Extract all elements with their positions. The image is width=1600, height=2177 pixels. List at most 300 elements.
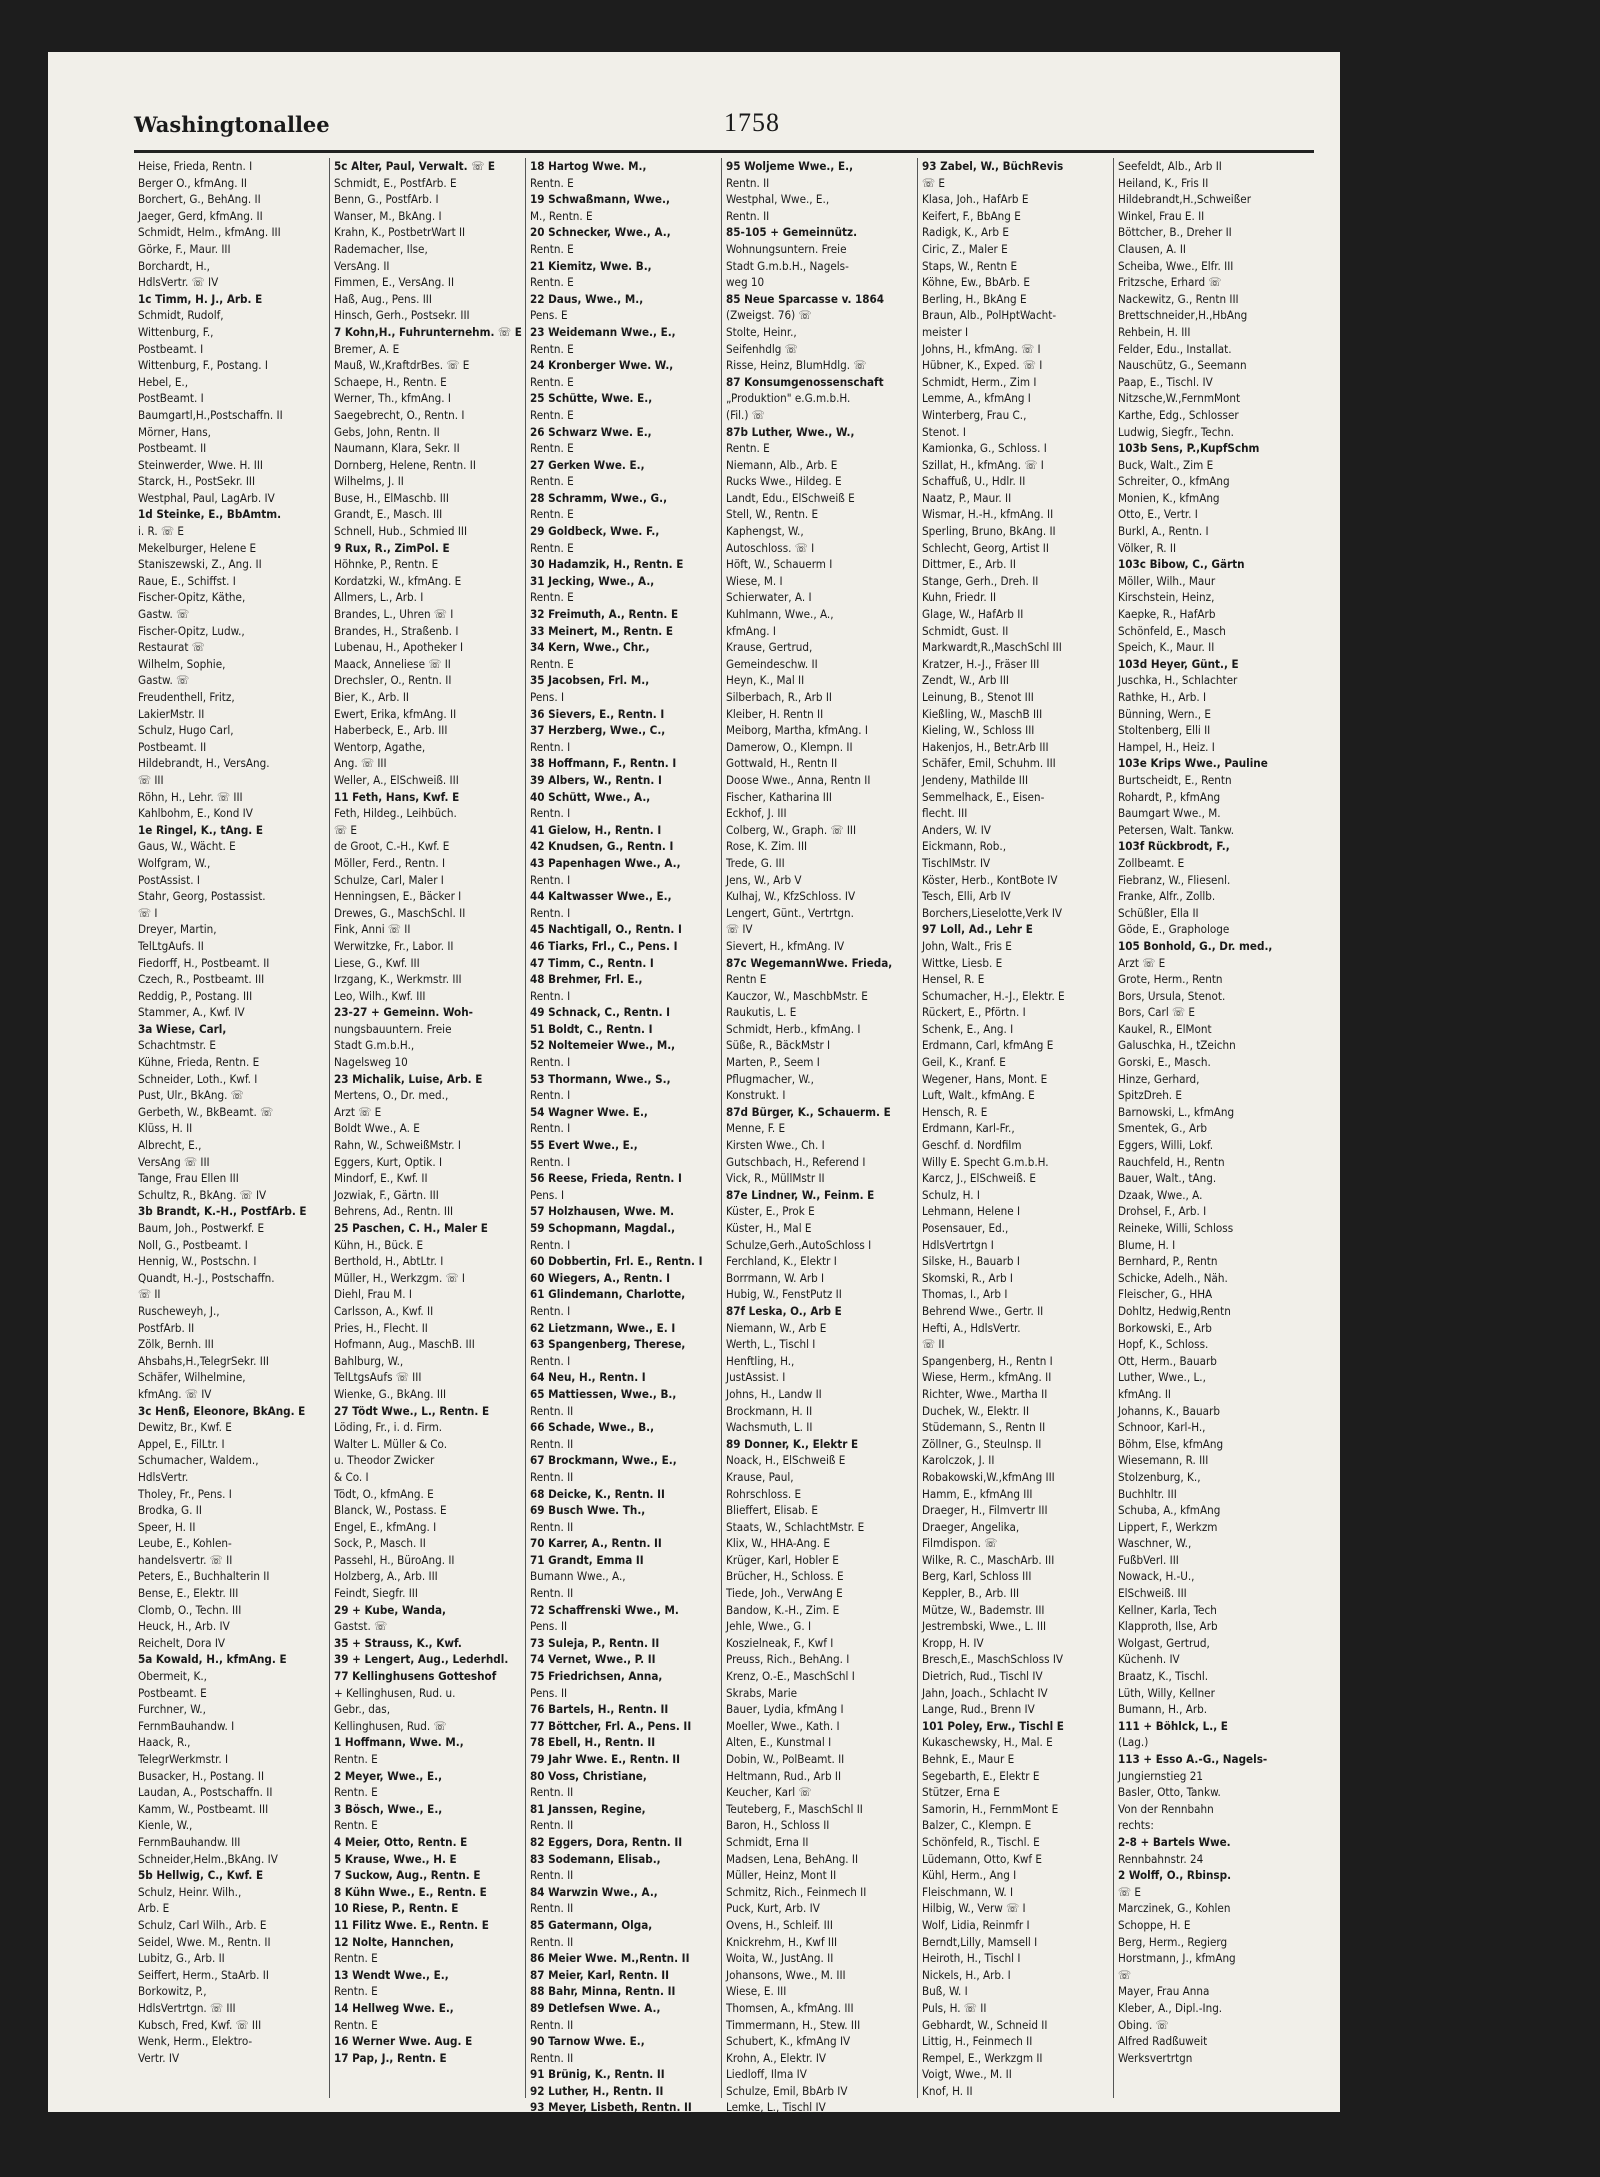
directory-entry: Stolzenburg, K.,	[1118, 1469, 1201, 1484]
directory-entry: 57 Holzhausen, Wwe. M.	[530, 1204, 675, 1219]
directory-entry: Klix, W., HHA-Ang. E	[726, 1536, 831, 1551]
directory-entry: 33 Meinert, M., Rentn. E	[530, 623, 674, 638]
directory-entry: Dohltz, Hedwig,Rentn	[1118, 1303, 1231, 1318]
directory-entry: Walter L. Müller & Co.	[334, 1436, 448, 1451]
directory-entry: ☏ IV	[726, 922, 753, 937]
directory-entry: 89 Detlefsen Wwe. A.,	[530, 2000, 661, 2015]
directory-entry: TelegrWerkmstr. I	[138, 1752, 229, 1766]
directory-entry: Schoppe, H. E	[1118, 1917, 1191, 1932]
directory-entry: Knickrehm, H., Kwf III	[726, 1934, 838, 1949]
directory-entry: 48 Brehmer, Frl. E.,	[530, 972, 643, 987]
directory-entry: Autoschloss. ☏ I	[726, 540, 815, 555]
directory-entry: Knof, H. II	[922, 2083, 973, 2098]
directory-entry: Irzgang, K., Werkmstr. III	[334, 972, 462, 987]
directory-entry: Ovens, H., Schleif. III	[726, 1917, 833, 1932]
directory-entry: 25 Schütte, Wwe. E.,	[530, 391, 653, 406]
directory-entry: u. Theodor Zwicker	[334, 1453, 435, 1468]
directory-entry: Rahn, W., SchweißMstr. I	[334, 1138, 461, 1153]
directory-entry: Burtscheidt, E., Rentn	[1118, 772, 1232, 787]
directory-entry: Luther, Wwe., L.,	[1118, 1370, 1206, 1385]
directory-entry: Tholey, Fr., Pens. I	[138, 1486, 232, 1501]
directory-entry: Wiesemann, R. III	[1118, 1453, 1209, 1468]
directory-entry: Rentn. II	[726, 175, 770, 190]
directory-entry: Hefti, A., HdlsVertr.	[922, 1320, 1021, 1335]
directory-entry: Rauchfeld, H., Rentn	[1118, 1154, 1225, 1169]
directory-entry: 77 Kellinghusens Gotteshof	[334, 1669, 497, 1684]
directory-entry: Rentn. E	[530, 474, 574, 489]
directory-entry: Postbeamt. II	[138, 441, 207, 456]
directory-entry: 52 Noltemeier Wwe., M.,	[530, 1038, 676, 1053]
directory-entry: Schachtmstr. E	[138, 1038, 216, 1053]
directory-entry: 86 Meier Wwe. M.,Rentn. II	[530, 1951, 690, 1966]
directory-entry: Küchenh. IV	[1118, 1652, 1180, 1667]
directory-entry: 87f Leska, O., Arb E	[726, 1303, 842, 1318]
directory-entry: Nackewitz, G., Rentn III	[1118, 291, 1239, 306]
directory-entry: Johanns, K., Bauarb	[1118, 1403, 1220, 1418]
directory-entry: Rentn. II	[530, 1934, 574, 1949]
directory-page	[48, 52, 1340, 2115]
directory-entry: Burkl, A., Rentn. I	[1118, 524, 1209, 539]
directory-entry: Berling, H., BkAng E	[922, 291, 1027, 306]
directory-entry: Rentn. I	[530, 1154, 571, 1169]
directory-entry: Drohsel, F., Arb. I	[1118, 1204, 1207, 1219]
directory-entry: Pens. II	[530, 1685, 568, 1700]
directory-entry: Bremer, A. E	[334, 341, 400, 356]
directory-entry: Heuck, H., Arb. IV	[138, 1619, 230, 1634]
directory-entry: Behrend Wwe., Gertr. II	[922, 1303, 1044, 1318]
directory-entry: Buse, H., ElMaschb. III	[334, 490, 449, 505]
directory-entry: Köhne, Ew., BbArb. E	[922, 275, 1030, 290]
directory-entry: Heiland, K., Fris II	[1118, 175, 1209, 190]
directory-entry: kfmAng. II	[1118, 1386, 1172, 1401]
directory-entry: Konstrukt. I	[726, 1088, 786, 1103]
directory-entry: Bahlburg, W.,	[334, 1353, 404, 1368]
directory-entry: Jahn, Joach., Schlacht IV	[922, 1685, 1048, 1700]
directory-entry: Czech, R., Postbeamt. III	[138, 972, 265, 987]
directory-entry: Schnoor, Karl-H.,	[1118, 1420, 1206, 1435]
directory-entry: Rentn. I	[530, 739, 571, 754]
directory-entry: Jestrembski, Wwe., L. III	[922, 1619, 1047, 1634]
directory-entry: Ciric, Z., Maler E	[922, 241, 1008, 256]
directory-entry: Rentn. II	[530, 1469, 574, 1484]
directory-entry: Ludwig, Siegfr., Techn.	[1118, 424, 1234, 439]
directory-entry: Leinung, B., Stenot III	[922, 690, 1034, 704]
directory-entry: Borkowski, E., Arb	[1118, 1320, 1212, 1335]
directory-entry: Gaus, W., Wächt. E	[138, 839, 236, 854]
directory-entry: Samorin, H., FernmMont E	[922, 1801, 1059, 1816]
directory-entry: Schnell, Hub., Schmied III	[334, 524, 468, 539]
directory-entry: Lubitz, G., Arb. II	[138, 1951, 225, 1966]
directory-entry: Wenk, Herm., Elektro-	[138, 2034, 253, 2049]
directory-entry: Bauer, Lydia, kfmAng I	[726, 1702, 844, 1717]
directory-entry: Lüdemann, Otto, Kwf E	[922, 1851, 1042, 1866]
directory-entry: Rentn. I	[530, 1303, 571, 1318]
directory-entry: 11 Filitz Wwe. E., Rentn. E	[334, 1917, 489, 1932]
directory-entry: Rentn E	[726, 972, 767, 987]
column-5	[918, 158, 1114, 2098]
directory-entry: Schäfer, Wilhelmine,	[138, 1370, 246, 1385]
directory-entry: Pflugmacher, W.,	[726, 1071, 814, 1086]
directory-entry: Kropp, H. IV	[922, 1635, 984, 1650]
directory-entry: Rentn. I	[530, 1055, 571, 1070]
directory-entry: Sperling, Bruno, BkAng. II	[922, 524, 1056, 539]
directory-entry: Heltmann, Rud., Arb II	[726, 1768, 842, 1783]
directory-entry: Seefeldt, Alb., Arb II	[1118, 159, 1222, 173]
directory-entry: 11 Feth, Hans, Kwf. E	[334, 789, 460, 804]
directory-entry: Bier, K., Arb. II	[334, 690, 409, 704]
directory-entry: Gastw. ☏	[138, 607, 190, 622]
directory-entry: 35 Jacobsen, Frl. M.,	[530, 673, 650, 688]
directory-entry: Bernhard, P., Rentn	[1118, 1254, 1218, 1269]
directory-entry: Ferchland, K., Elektr I	[726, 1254, 837, 1269]
directory-entry: 105 Bonhold, G., Dr. med.,	[1118, 938, 1273, 953]
directory-entry: Leo, Wilh., Kwf. III	[334, 988, 426, 1003]
directory-entry: Lange, Rud., Brenn IV	[922, 1702, 1035, 1717]
directory-entry: 89 Donner, K., Elektr E	[726, 1436, 859, 1451]
column-3	[526, 158, 722, 2115]
directory-entry: 84 Warwzin Wwe., A.,	[530, 1884, 658, 1899]
directory-entry: 64 Neu, H., Rentn. I	[530, 1370, 646, 1385]
directory-entry: Buck, Walt., Zim E	[1118, 457, 1214, 472]
directory-entry: Rentn. II	[530, 1901, 574, 1916]
directory-entry: 87b Luther, Wwe., W.,	[726, 424, 855, 439]
directory-entry: 103f Rückbrodt, F.,	[1118, 839, 1230, 854]
directory-entry: Göde, E., Graphologe	[1118, 922, 1230, 937]
directory-entry: ☏ I	[138, 905, 158, 920]
directory-entry: Jaeger, Gerd, kfmAng. II	[138, 208, 263, 223]
directory-entry: Appel, E., FilLtr. I	[138, 1436, 225, 1451]
directory-entry: Wittenburg, F., Postang. I	[138, 358, 268, 373]
directory-entry: M., Rentn. E	[530, 208, 593, 223]
directory-entry: 12 Nolte, Hannchen,	[334, 1934, 454, 1949]
directory-entry: Spangenberg, H., Rentn I	[922, 1353, 1053, 1368]
directory-entry: Mauß, W.,KraftdrBes. ☏ E	[334, 358, 470, 373]
directory-entry: Balzer, C., Klempn. E	[922, 1818, 1032, 1833]
directory-entry: Hildebrandt, H., VersAng.	[138, 756, 270, 771]
directory-entry: Schreiter, O., kfmAng	[1118, 474, 1230, 489]
directory-entry: flecht. III	[922, 806, 968, 821]
directory-entry: Gutschbach, H., Referend I	[726, 1154, 866, 1169]
directory-entry: 72 Schaffrenski Wwe., M.	[530, 1602, 679, 1617]
directory-entry: Wilhelms, J. II	[334, 474, 404, 489]
directory-entry: Rentn. II	[530, 1436, 574, 1451]
column-1	[134, 158, 330, 2098]
directory-entry: Schulz, Heinr. Wilh.,	[138, 1884, 242, 1899]
directory-entry: Preuss, Rich., BehAng. I	[726, 1652, 850, 1667]
directory-entry: 1e Ringel, K., tAng. E	[138, 822, 264, 837]
directory-entry: Wohnungsuntern. Freie	[726, 241, 847, 256]
directory-entry: Hampel, H., Heiz. I	[1118, 739, 1215, 754]
directory-entry: Klapproth, Ilse, Arb	[1118, 1619, 1218, 1634]
directory-entry: 1c Timm, H. J., Arb. E	[138, 291, 263, 306]
directory-entry: Schierwater, A. I	[726, 590, 812, 605]
directory-entry: Berger O., kfmAng. II	[138, 175, 247, 190]
directory-entry: Pens. II	[530, 1619, 568, 1634]
directory-entry: Weller, A., ElSchweiß. III	[334, 772, 459, 787]
directory-entry: Baumgart Wwe., M.	[1118, 806, 1221, 821]
directory-entry: Vertr. IV	[138, 2050, 180, 2065]
directory-entry: Semmelhack, E., Eisen-	[922, 789, 1045, 804]
directory-entry: Scheiba, Wwe., Elfr. III	[1118, 258, 1234, 273]
directory-entry: Wegener, Hans, Mont. E	[922, 1071, 1048, 1086]
directory-entry: Möller, Ferd., Rentn. I	[334, 855, 446, 870]
directory-entry: Anders, W. IV	[922, 822, 991, 837]
directory-entry: handelsvertr. ☏ II	[138, 1552, 233, 1567]
directory-entry: Gemeindeschw. II	[726, 656, 818, 671]
directory-entry: 71 Grandt, Emma II	[530, 1552, 644, 1567]
directory-entry: Duchek, W., Elektr. II	[922, 1403, 1030, 1418]
directory-entry: Lengert, Günt., Vertrtgn.	[726, 905, 854, 920]
directory-entry: Rentn. E	[334, 1984, 378, 1999]
directory-entry: Erdmann, Karl-Fr.,	[922, 1121, 1015, 1136]
directory-entry: Postbeamt. E	[138, 1685, 207, 1700]
directory-entry: Sievert, H., kfmAng. IV	[726, 938, 845, 953]
directory-entry: Laudan, A., Postschaffn. II	[138, 1785, 273, 1800]
directory-entry: de Groot, C.-H., Kwf. E	[334, 839, 450, 854]
directory-entry: Rentn. E	[530, 441, 574, 456]
directory-entry: Krause, Gertrud,	[726, 640, 813, 655]
directory-entry: Schulz, Hugo Carl,	[138, 723, 234, 738]
directory-entry: Speer, H. II	[138, 1519, 196, 1534]
directory-entry: Westphal, Paul, LagArb. IV	[138, 490, 275, 505]
directory-entry: Draeger, H., Filmvertr III	[922, 1503, 1048, 1518]
directory-entry: Damerow, O., Klempn. II	[726, 739, 853, 754]
directory-entry: Draeger, Angelika,	[922, 1519, 1020, 1534]
directory-entry: Krahn, K., PostbetrWart II	[334, 225, 466, 240]
directory-entry: Rennbahnstr. 24	[1118, 1851, 1204, 1866]
directory-entry: Pust, Ulr., BkAng. ☏	[138, 1088, 244, 1103]
directory-entry: Müller, H., Werkzgm. ☏ I	[334, 1270, 466, 1285]
directory-entry: Möller, Wilh., Maur	[1118, 573, 1216, 588]
directory-columns	[134, 158, 1314, 2115]
directory-entry: Werwitzke, Fr., Labor. II	[334, 938, 454, 953]
directory-entry: 40 Schütt, Wwe., A.,	[530, 789, 651, 804]
directory-entry: Reichelt, Dora IV	[138, 1635, 226, 1650]
directory-entry: 2-8 + Bartels Wwe.	[1118, 1834, 1231, 1849]
directory-entry: Zendt, W., Arb III	[922, 673, 1010, 688]
directory-entry: Rentn. I	[530, 905, 571, 920]
directory-entry: Wolgast, Gertrud,	[1118, 1635, 1210, 1650]
directory-entry: Stüdemann, S., Rentn II	[922, 1420, 1046, 1435]
directory-entry: Vick, R., MüllMstr II	[726, 1171, 825, 1186]
directory-entry: 38 Hoffmann, F., Rentn. I	[530, 756, 677, 771]
directory-entry: Haberbeck, E., Arb. III	[334, 723, 448, 738]
directory-entry: 24 Kronberger Wwe. W.,	[530, 358, 674, 373]
directory-entry: Kienle, W.,	[138, 1818, 193, 1833]
directory-entry: Gerbeth, W., BkBeamt. ☏	[138, 1104, 274, 1119]
directory-entry: Silske, H., Bauarb I	[922, 1254, 1020, 1269]
directory-entry: Kaphengst, W.,	[726, 524, 804, 539]
column-4	[722, 158, 918, 2115]
directory-entry: 81 Janssen, Regine,	[530, 1801, 646, 1816]
directory-entry: Dreyer, Martin,	[138, 922, 217, 937]
directory-entry: Stell, W., Rentn. E	[726, 507, 819, 522]
directory-entry: 73 Suleja, P., Rentn. II	[530, 1635, 660, 1650]
directory-entry: Arzt ☏ E	[1118, 955, 1166, 970]
directory-entry: Kellinghusen, Rud. ☏	[334, 1718, 447, 1733]
directory-entry: Stadt G.m.b.H.,	[334, 1038, 415, 1053]
directory-entry: Schmitz, Rich., Feinmech II	[726, 1884, 867, 1899]
directory-entry: Passehl, H., BüroAng. II	[334, 1552, 455, 1567]
directory-entry: Rentn. I	[530, 1088, 571, 1103]
directory-entry: 14 Hellweg Wwe. E.,	[334, 2000, 454, 2015]
directory-entry: 76 Bartels, H., Rentn. II	[530, 1702, 669, 1717]
directory-entry: Naatz, P., Maur. II	[922, 490, 1012, 505]
directory-entry: 113 + Esso A.-G., Nagels-	[1118, 1752, 1268, 1766]
directory-entry: Koszielneak, F., Kwf I	[726, 1635, 834, 1650]
directory-entry: Werksvertrtgn	[1118, 2050, 1193, 2065]
directory-entry: Stenot. I	[922, 424, 966, 439]
directory-entry: Heiroth, H., Tischl I	[922, 1951, 1021, 1966]
directory-entry: 59 Schopmann, Magdal.,	[530, 1221, 676, 1235]
directory-entry: 46 Tiarks, Frl., C., Pens. I	[530, 938, 678, 953]
directory-entry: Mütze, W., Bademstr. III	[922, 1602, 1045, 1617]
directory-entry: Bünning, Wern., E	[1118, 706, 1212, 721]
directory-entry: Naumann, Klara, Sekr. II	[334, 441, 460, 456]
directory-entry: Henftling, H.,	[726, 1353, 795, 1368]
directory-entry: Starck, H., PostSekr. III	[138, 474, 256, 489]
directory-entry: Baron, H., Schloss II	[726, 1818, 830, 1833]
directory-entry: Petersen, Walt. Tankw.	[1118, 822, 1235, 837]
directory-entry: Schneider, Loth., Kwf. I	[138, 1071, 258, 1086]
directory-entry: TelLtgAufs. II	[138, 938, 204, 953]
directory-entry: HdlsVertrtgn. ☏ III	[138, 2000, 236, 2015]
directory-entry: Schmidt, E., PostfArb. E	[334, 175, 457, 190]
directory-entry: 69 Busch Wwe. Th.,	[530, 1503, 646, 1518]
directory-entry: 85-105 + Gemeinnütz.	[726, 225, 858, 240]
directory-entry: Kauczor, W., MaschbMstr. E	[726, 988, 868, 1003]
directory-entry: 26 Schwarz Wwe. E.,	[530, 424, 652, 439]
directory-entry: 70 Karrer, A., Rentn. II	[530, 1536, 662, 1551]
directory-entry: TischlMstr. IV	[922, 855, 991, 870]
directory-entry: Bors, Ursula, Stenot.	[1118, 988, 1226, 1003]
directory-entry: Gebs, John, Rentn. II	[334, 424, 440, 439]
directory-entry: Basler, Otto, Tankw.	[1118, 1785, 1221, 1800]
directory-entry: LakierMstr. II	[138, 706, 205, 721]
directory-entry: Rentn. II	[530, 2050, 574, 2065]
directory-entry: Brandes, H., Straßenb. I	[334, 623, 459, 638]
directory-entry: Niemann, W., Arb E	[726, 1320, 827, 1335]
directory-entry: Rentn. E	[334, 1752, 378, 1766]
directory-entry: Gastst. ☏	[334, 1619, 388, 1634]
directory-entry: Kleber, A., Dipl.-Ing.	[1118, 2000, 1223, 2015]
directory-entry: Lippert, F., Werkzm	[1118, 1519, 1218, 1534]
directory-entry: rechts:	[1118, 1818, 1154, 1833]
directory-entry: Rentn. E	[726, 441, 770, 456]
directory-entry: Süße, R., BäckMstr I	[726, 1038, 831, 1053]
directory-entry: Stützer, Erna E	[922, 1785, 1000, 1800]
directory-entry: ☏ II	[138, 1287, 161, 1302]
directory-entry: Mindorf, E., Kwf. II	[334, 1171, 428, 1186]
directory-entry: Gottwald, H., Rentn II	[726, 756, 838, 771]
directory-entry: Köster, Herb., KontBote IV	[922, 872, 1058, 887]
directory-entry: Schultz, R., BkAng. ☏ IV	[138, 1187, 267, 1202]
directory-entry: Fritzsche, Erhard ☏	[1118, 275, 1222, 290]
directory-entry: Wentorp, Agathe,	[334, 739, 426, 754]
directory-entry: 39 + Lengert, Aug., Lederhdl.	[334, 1652, 509, 1667]
directory-entry: 54 Wagner Wwe. E.,	[530, 1104, 648, 1119]
directory-entry: Kaepke, R., HafArb	[1118, 607, 1216, 622]
directory-entry: Dobin, W., PolBeamt. II	[726, 1752, 845, 1766]
directory-entry: Rentn. I	[530, 806, 571, 821]
directory-entry: Carlsson, A., Kwf. II	[334, 1303, 434, 1318]
directory-entry: Boldt Wwe., A. E	[334, 1121, 420, 1136]
directory-entry: Rentn. II	[530, 1818, 574, 1833]
directory-entry: 45 Nachtigall, O., Rentn. I	[530, 922, 682, 937]
directory-entry: Borchers,Lieselotte,Verk IV	[922, 905, 1063, 920]
directory-entry: Moeller, Wwe., Kath. I	[726, 1718, 840, 1733]
directory-entry: Seifenhdlg ☏	[726, 341, 798, 356]
directory-entry: 21 Kiemitz, Wwe. B.,	[530, 258, 652, 273]
directory-entry: Rentn. E	[530, 241, 574, 256]
directory-entry: Furchner, W.,	[138, 1702, 206, 1717]
directory-entry: Thomsen, A., kfmAng. III	[726, 2000, 854, 2015]
directory-entry: 78 Ebell, H., Rentn. II	[530, 1735, 656, 1750]
directory-entry: 5a Kowald, H., kfmAng. E	[138, 1652, 287, 1667]
directory-entry: Grote, Herm., Rentn	[1118, 972, 1223, 987]
directory-entry: Bumann Wwe., A.,	[530, 1569, 626, 1584]
directory-entry: Schneider,Helm.,BkAng. IV	[138, 1851, 278, 1866]
directory-entry: Kirsten Wwe., Ch. I	[726, 1138, 825, 1153]
directory-entry: (Lag.)	[1118, 1735, 1149, 1750]
directory-entry: FernmBauhandw. I	[138, 1718, 235, 1733]
directory-entry: Kratzer, H.-J., Fräser III	[922, 656, 1040, 671]
directory-entry: Raukutis, L. E	[726, 1005, 797, 1020]
directory-entry: Tiede, Joh., VerwAng E	[726, 1586, 843, 1601]
directory-entry: Holzberg, A., Arb. III	[334, 1569, 438, 1584]
directory-entry: Franke, Alfr., Zollb.	[1118, 889, 1216, 904]
directory-entry: Haack, R.,	[138, 1735, 191, 1750]
directory-entry: Winterberg, Frau C.,	[922, 407, 1027, 422]
directory-entry: Steinwerder, Wwe. H. III	[138, 457, 264, 472]
directory-entry: FernmBauhandw. III	[138, 1834, 241, 1849]
directory-entry: 36 Sievers, E., Rentn. I	[530, 706, 665, 721]
directory-entry: Luft, Walt., kfmAng. E	[922, 1088, 1035, 1103]
directory-entry: Staps, W., Rentn E	[922, 258, 1018, 273]
directory-entry: Wanser, M., BkAng. I	[334, 208, 442, 223]
directory-entry: Schmidt, Gust. II	[922, 623, 1009, 638]
directory-entry: 74 Vernet, Wwe., P. II	[530, 1652, 656, 1667]
directory-entry: Johns, H., kfmAng. ☏ I	[922, 341, 1041, 356]
directory-entry: Rohardt, P., kfmAng	[1118, 789, 1221, 804]
directory-entry: Puck, Kurt, Arb. IV	[726, 1901, 820, 1916]
directory-entry: Zölk, Bernh. III	[138, 1337, 214, 1352]
directory-entry: Fimmen, E., VersAng. II	[334, 275, 455, 290]
directory-entry: Schenk, E., Ang. I	[922, 1021, 1014, 1036]
directory-entry: Szillat, H., kfmAng. ☏ I	[922, 457, 1044, 472]
directory-entry: Berg, Herm., Regierg	[1118, 1934, 1228, 1949]
directory-entry: Zollbeamt. E	[1118, 855, 1185, 870]
directory-entry: SpitzDreh. E	[1118, 1088, 1183, 1103]
directory-entry: 63 Spangenberg, Therese,	[530, 1337, 686, 1352]
directory-entry: 29 Goldbeck, Wwe. F.,	[530, 524, 660, 539]
directory-entry: Baum, Joh., Postwerkf. E	[138, 1221, 265, 1235]
directory-entry: 4 Meier, Otto, Rentn. E	[334, 1834, 468, 1849]
directory-entry: 65 Mattiessen, Wwe., B.,	[530, 1386, 677, 1401]
directory-entry: PostfArb. II	[138, 1320, 195, 1335]
directory-entry: Reddig, P., Postang. III	[138, 988, 253, 1003]
directory-entry: Grandt, E., Masch. III	[334, 507, 443, 522]
directory-entry: Hennig, W., Postschn. I	[138, 1254, 257, 1269]
directory-entry: 67 Brockmann, Wwe., E.,	[530, 1453, 677, 1468]
directory-entry: Marczinek, G., Kohlen	[1118, 1901, 1231, 1916]
directory-entry: 87c WegemannWwe. Frieda,	[726, 955, 893, 970]
directory-entry: Borchert, G., BehAng. II	[138, 192, 261, 207]
directory-entry: Barnowski, L., kfmAng	[1118, 1104, 1235, 1119]
directory-entry: Kirschstein, Heinz,	[1118, 590, 1215, 605]
directory-entry: 41 Gielow, H., Rentn. I	[530, 822, 662, 837]
directory-entry: Schulze,Gerh.,AutoSchloss I	[726, 1237, 872, 1252]
